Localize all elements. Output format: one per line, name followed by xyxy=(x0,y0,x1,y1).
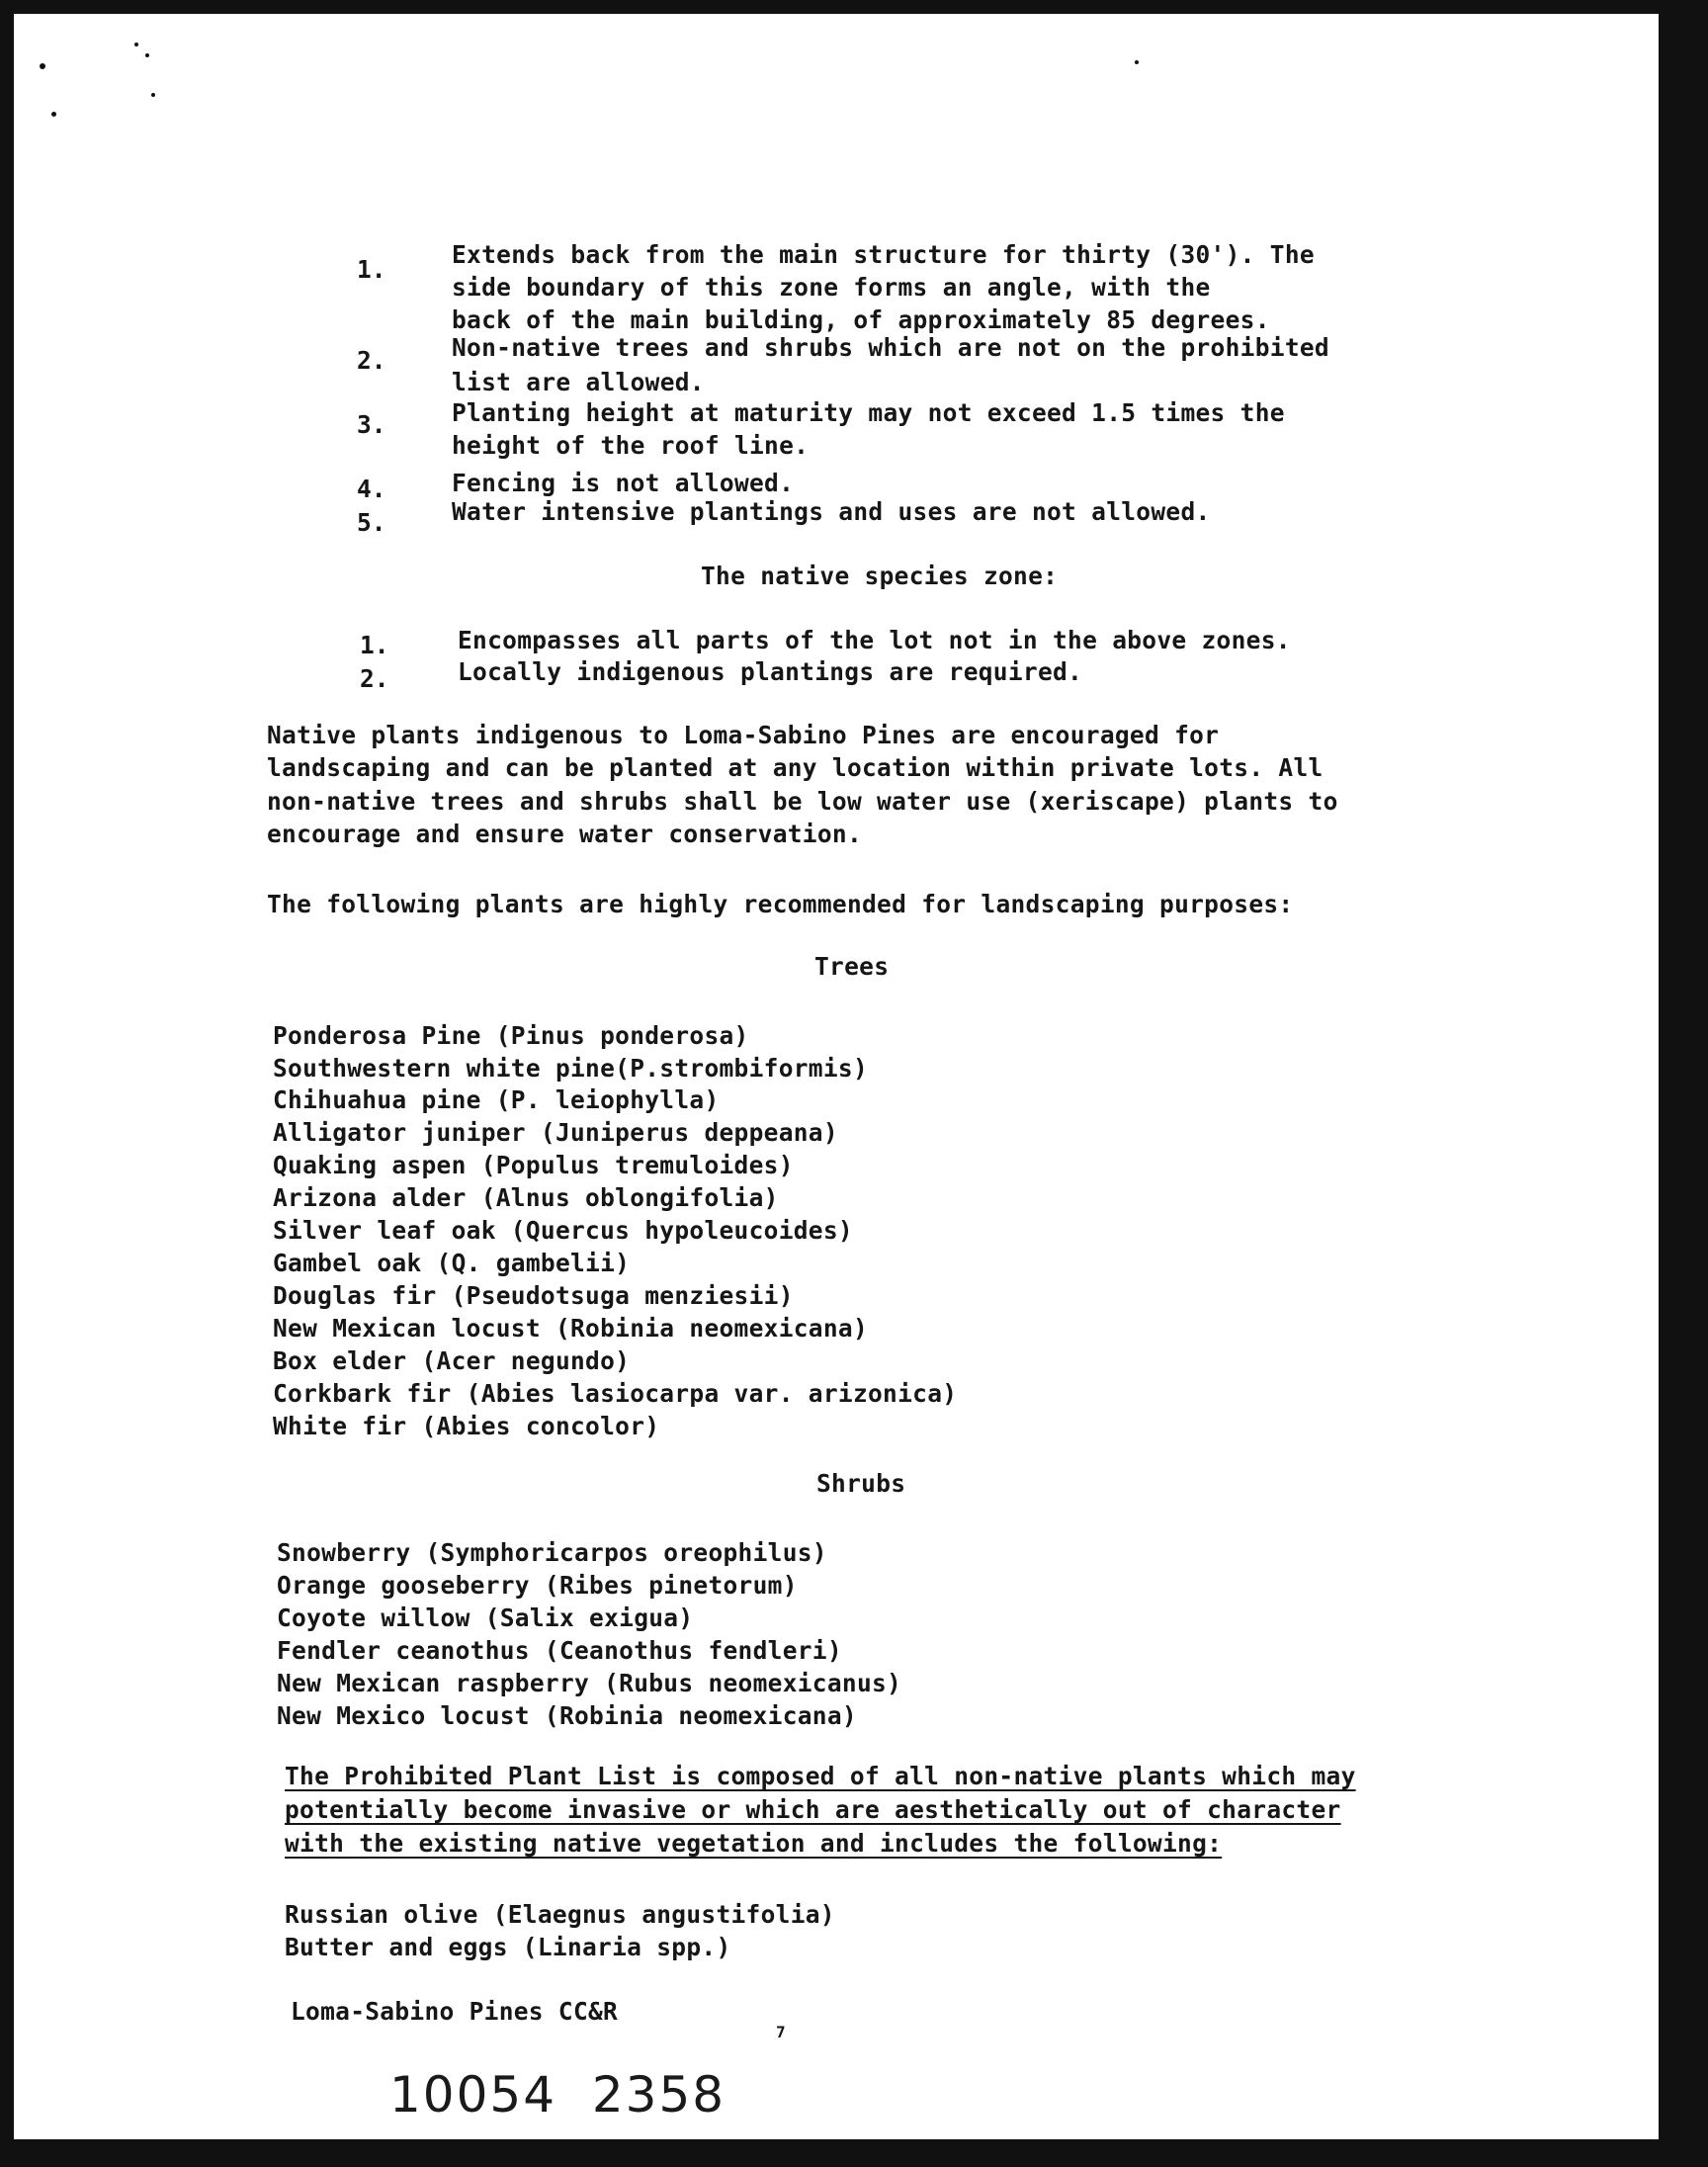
rule-4-line-1: Fencing is not allowed. xyxy=(452,469,795,497)
rule-5-line-1: Water intensive plantings and uses are not allowed. xyxy=(452,497,1211,526)
page-number: 7 xyxy=(776,2023,786,2041)
scan-speck xyxy=(134,43,138,46)
tree-item: Quaking aspen (Populus tremuloides) xyxy=(273,1151,794,1179)
scan-speck xyxy=(40,63,45,69)
scan-speck xyxy=(1135,60,1139,64)
recommended-intro: The following plants are highly recommended for landscaping purposes: xyxy=(267,890,1294,918)
rule-3-line-1: Planting height at maturity may not exceed 1.5 times the xyxy=(452,398,1285,427)
rule-number: 4. xyxy=(357,475,386,503)
tree-item: Box elder (Acer negundo) xyxy=(273,1346,631,1375)
scan-speck xyxy=(145,53,149,57)
rule-number: 2. xyxy=(360,664,389,693)
shrub-item: Orange gooseberry (Ribes pinetorum) xyxy=(277,1571,798,1600)
shrub-item: New Mexican raspberry (Rubus neomexicanus) xyxy=(277,1669,902,1697)
tree-item: Gambel oak (Q. gambelii) xyxy=(273,1249,631,1277)
scan-speck xyxy=(151,93,155,97)
shrub-item: Fendler ceanothus (Ceanothus fendleri) xyxy=(277,1636,842,1665)
rule-number: 1. xyxy=(357,255,386,284)
document-name: Loma-Sabino Pines CC&R xyxy=(291,1997,619,2026)
rule-1-line-1: Extends back from the main structure for thirty (30'). The xyxy=(452,240,1315,269)
rule-number: 1. xyxy=(360,631,389,659)
rule-3-line-2: height of the roof line. xyxy=(452,431,810,460)
rule-1-line-3: back of the main building, of approximately 85 degrees. xyxy=(452,305,1270,334)
shrub-item: Snowberry (Symphoricarpos oreophilus) xyxy=(277,1538,827,1567)
rule-1-line-2: side boundary of this zone forms an angle, with the xyxy=(452,273,1211,302)
shrubs-heading: Shrubs xyxy=(816,1469,906,1498)
tree-item: New Mexican locust (Robinia neomexicana) xyxy=(273,1314,869,1343)
paragraph-line: landscaping and can be planted at any location within private lots. All xyxy=(267,753,1324,782)
prohibited-item: Russian olive (Elaegnus angustifolia) xyxy=(285,1900,835,1929)
tree-item: Douglas fir (Pseudotsuga menziesii) xyxy=(273,1281,794,1310)
rule-2-line-2: list are allowed. xyxy=(452,368,705,396)
paragraph-line: The Prohibited Plant List is composed of all non-native plants which may xyxy=(285,1762,1356,1790)
tree-item: Chihuahua pine (P. leiophylla) xyxy=(273,1085,720,1114)
native-zone-rule-2: Locally indigenous plantings are required. xyxy=(458,657,1083,686)
paragraph-line: with the existing native vegetation and includes the following: xyxy=(285,1829,1223,1858)
shrub-item: Coyote willow (Salix exigua) xyxy=(277,1604,694,1632)
trees-heading: Trees xyxy=(814,952,890,981)
tree-item: Silver leaf oak (Quercus hypoleucoides) xyxy=(273,1216,853,1245)
paragraph-line: potentially become invasive or which are aesthetically out of character xyxy=(285,1795,1341,1824)
tree-item: Arizona alder (Alnus oblongifolia) xyxy=(273,1183,779,1212)
document-stamp-number: 10054 2358 xyxy=(389,2066,726,2124)
rule-2-line-1: Non-native trees and shrubs which are not on the prohibited xyxy=(452,333,1329,362)
shrub-item: New Mexico locust (Robinia neomexicana) xyxy=(277,1701,857,1730)
tree-item: Corkbark fir (Abies lasiocarpa var. arizonica) xyxy=(273,1379,958,1408)
tree-item: Southwestern white pine(P.strombiformis) xyxy=(273,1054,869,1083)
rule-number: 2. xyxy=(357,346,386,375)
prohibited-item: Butter and eggs (Linaria spp.) xyxy=(285,1933,731,1961)
document-page xyxy=(14,14,1659,2139)
tree-item: Ponderosa Pine (Pinus ponderosa) xyxy=(273,1021,749,1050)
rule-number: 5. xyxy=(357,508,386,537)
rule-number: 3. xyxy=(357,410,386,439)
tree-item: White fir (Abies concolor) xyxy=(273,1412,660,1440)
paragraph-line: non-native trees and shrubs shall be low water use (xeriscape) plants to xyxy=(267,787,1338,816)
native-zone-rule-1: Encompasses all parts of the lot not in the above zones. xyxy=(458,626,1291,654)
tree-item: Alligator juniper (Juniperus deppeana) xyxy=(273,1118,838,1147)
paragraph-line: Native plants indigenous to Loma-Sabino Pines are encouraged for xyxy=(267,721,1220,749)
paragraph-line: encourage and ensure water conservation. xyxy=(267,820,863,848)
native-zone-heading: The native species zone: xyxy=(701,562,1059,590)
scan-speck xyxy=(51,112,56,117)
